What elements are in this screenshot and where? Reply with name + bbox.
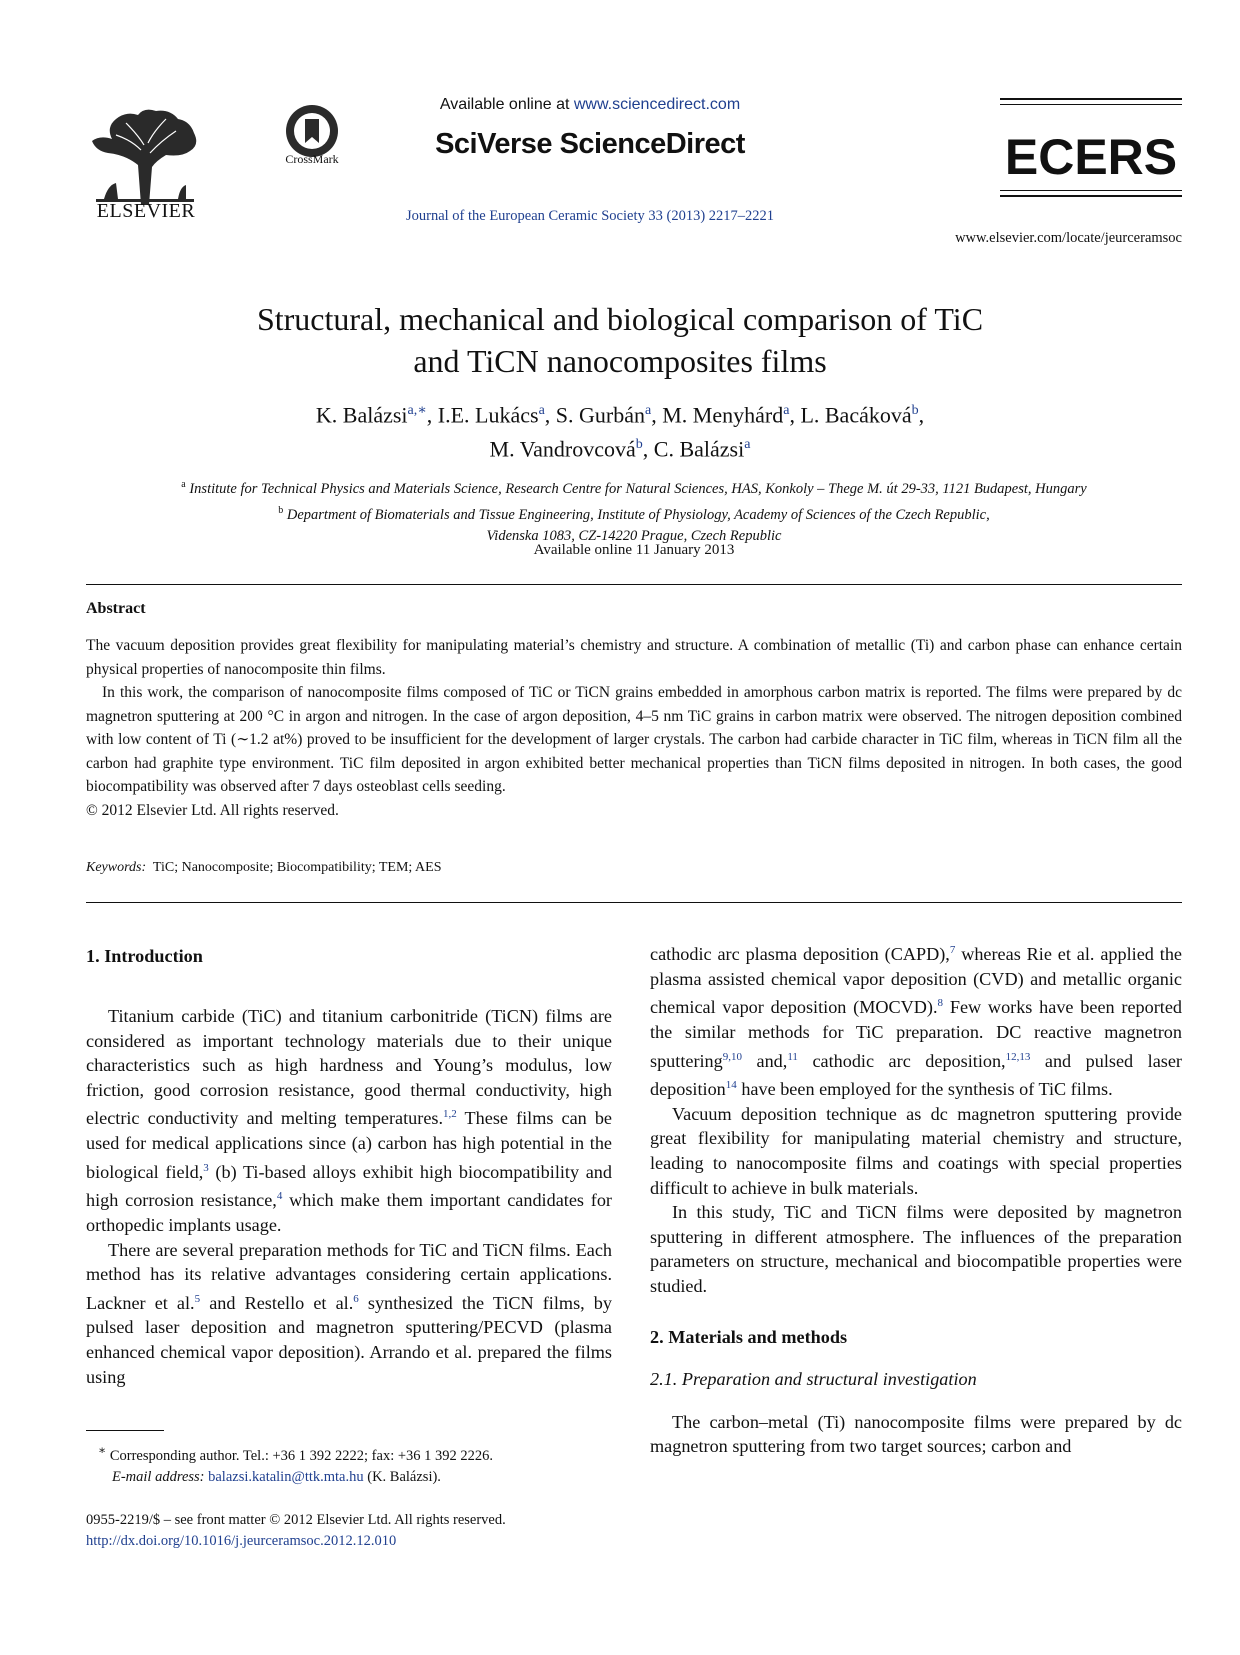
subsection-heading: 2.1. Preparation and structural investigation	[650, 1369, 977, 1390]
author-affiliation-mark[interactable]: b	[635, 437, 643, 453]
footnote-text: Corresponding author. Tel.: +36 1 392 2222; fax: +36 1 392 2226.	[106, 1447, 494, 1464]
platform-name: SciVerse ScienceDirect	[435, 128, 745, 160]
body-paragraph: The carbon–metal (Ti) nanocomposite films were prepared by dc magnetron sputtering from two target sources; carbon and	[650, 1411, 1182, 1457]
copyright-line: © 2012 Elsevier Ltd. All rights reserved.	[86, 801, 339, 819]
body-text: Few works have been reported the similar methods for TiC preparation. DC reactive magnetron sputtering	[650, 997, 1182, 1071]
header-rule	[1000, 104, 1182, 105]
author-separator: ,	[651, 402, 663, 428]
author-separator: ,	[544, 402, 556, 428]
citation-link[interactable]: 6	[353, 1292, 359, 1305]
author-separator: ,	[642, 436, 654, 462]
body-text: There are several preparation methods for TiC and TiCN films. Each method has its relative advantages considering certain applications. Lackner et al.	[86, 1239, 612, 1313]
author-name: S. Gurbán	[555, 402, 646, 428]
author-affiliation-mark[interactable]: b	[911, 403, 919, 418]
body-paragraph	[86, 1004, 612, 1238]
affiliation-a: Institute for Technical Physics and Materials Science, Research Centre for Natural Sciences, HAS, Konkoly – Thege M. út 29-33, 1121 Budapest, Hungary	[189, 480, 1087, 497]
citation-link[interactable]: 14	[725, 1079, 737, 1092]
keywords-line	[86, 860, 1182, 876]
section-heading-introduction: 1. Introduction	[86, 946, 203, 966]
corresponding-author-footnote	[86, 1440, 612, 1488]
body-text: synthesized the TiCN films, by pulsed laser deposition and magnetron sputtering/PECVD (plasma enhanced chemical vapor deposition). Arrando et al. prepared the films using	[86, 1292, 612, 1387]
author-affiliation-mark[interactable]: a,∗	[407, 403, 427, 418]
email-owner: (K. Balázsi).	[363, 1468, 441, 1485]
body-text: (b) Ti-based alloys exhibit high biocompatibility and high corrosion resistance,	[86, 1161, 612, 1211]
body-text: cathodic arc deposition,	[797, 1050, 1006, 1071]
citation-link[interactable]: 11	[787, 1050, 798, 1063]
citation-link[interactable]: 3	[203, 1161, 209, 1174]
svg-text:ECERS: ECERS	[1004, 129, 1178, 184]
keywords-label: Keywords:	[86, 860, 147, 875]
body-paragraph	[650, 938, 1182, 1102]
journal-homepage-url[interactable]: www.elsevier.com/locate/jeurceramsoc	[955, 230, 1182, 246]
body-text: These films can be used for medical applications since (a) carbon has high potential in the biological field,	[86, 1108, 612, 1182]
available-online-date: Available online 11 January 2013	[533, 542, 735, 558]
body-text: Titanium carbide (TiC) and titanium carbonitride (TiCN) films are considered as important technology materials due to their unique characteristics such as high hardness and Young’s modulus, low friction, good corrosion resistance, good thermal conductivity, high electric conductivity and melting temperatures.	[86, 1006, 612, 1129]
citation-link[interactable]: 12,13	[1005, 1050, 1031, 1063]
citation-link[interactable]: 1,2	[443, 1108, 457, 1121]
available-online-line	[390, 96, 790, 114]
right-column	[650, 938, 1182, 1459]
body-text: whereas Rie et al. applied the plasma assisted chemical vapor deposition (CVD) and metallic organic chemical vapor deposition (MOCVD).	[650, 944, 1182, 1018]
elsevier-wordmark: ELSEVIER	[96, 200, 196, 222]
body-paragraph	[86, 1238, 612, 1390]
body-paragraph: Vacuum deposition technique as dc magnetron sputtering provide great flexibility for manipulating material chemistry and structure, leading to nanocomposite films and coatings with special properties difficult to achieve in bulk materials.	[650, 1103, 1182, 1198]
body-text: cathodic arc plasma deposition (CAPD),	[650, 944, 950, 965]
author-name: M. Menyhárd	[662, 402, 784, 428]
available-prefix: Available online at	[439, 96, 574, 113]
body-text: and,	[742, 1050, 788, 1071]
author-list	[150, 396, 1090, 465]
doi-link[interactable]: http://dx.doi.org/10.1016/j.jeurceramsoc.2012.12.010	[86, 1533, 397, 1549]
abstract-heading: Abstract	[86, 600, 146, 617]
keywords-list: TiC; Nanocomposite; Biocompatibility; TEM; AES	[152, 860, 442, 875]
issn-line: 0955-2219/$ – see front matter © 2012 Elsevier Ltd. All rights reserved.	[86, 1512, 506, 1528]
title-line-1: Structural, mechanical and biological comparison of TiC	[256, 301, 984, 337]
title-line-2: and TiCN nanocomposites films	[413, 343, 827, 379]
citation-link[interactable]: 9,10	[722, 1050, 742, 1063]
body-text: and pulsed laser deposition	[650, 1050, 1182, 1100]
affiliation-b-line-1: Department of Biomaterials and Tissue Engineering, Institute of Physiology, Academy of Sciences of the Czech Republic,	[286, 506, 990, 523]
article-title	[150, 298, 1090, 382]
citation-link[interactable]: 8	[937, 997, 944, 1010]
journal-citation-link[interactable]: Journal of the European Ceramic Society 33 (2013) 2217–2221	[405, 208, 775, 224]
divider	[86, 584, 1182, 585]
sciencedirect-link[interactable]: www.sciencedirect.com	[573, 96, 741, 113]
header-rule	[1000, 98, 1182, 100]
email-link[interactable]: balazsi.katalin@ttk.mta.hu	[208, 1468, 364, 1485]
author-name: K. Balázsi	[315, 402, 408, 428]
abstract-paragraph: The vacuum deposition provides great flexibility for manipulating material’s chemistry and structure. A combination of metallic (Ti) and carbon phase can enhance certain physical properties of nanocomposite thin films.	[86, 637, 1182, 678]
author-name: I.E. Lukács	[437, 402, 539, 428]
abstract-paragraph: In this work, the comparison of nanocomposite films composed of TiC or TiCN grains embedded in amorphous carbon matrix is reported. The films were prepared by dc magnetron sputtering at 200 °C in argon and nitrogen. In the case of argon deposition, 4–5 nm TiC grains in carbon matrix were observed. The nitrogen deposition combined with low content of Ti (∼1.2 at%) proved to be insufficient for the development of larger crystals. The carbon had carbide character in TiC film, whereas in TiCN film all the carbon had graphite type environment. TiC film deposited in argon exhibited better mechanical properties than TiCN films deposited in nitrogen. In both cases, the good biocompatibility was observed after 7 days osteoblast cells seeding.	[86, 684, 1182, 795]
email-label: E-mail address:	[112, 1468, 205, 1485]
footnote-mark: ∗	[98, 1443, 107, 1457]
affiliation-b-line-2: Videnska 1083, CZ-14220 Prague, Czech Republic	[486, 527, 782, 544]
header-rule	[1000, 190, 1182, 191]
body-text: which make them important candidates for orthopedic implants usage.	[86, 1190, 612, 1235]
citation-link[interactable]: 5	[194, 1292, 201, 1305]
section-heading-materials: 2. Materials and methods	[650, 1326, 848, 1347]
ecers-logo-icon	[1000, 128, 1182, 184]
author-separator: ,	[789, 402, 801, 428]
author-name: L. Bacáková	[800, 402, 912, 428]
front-matter	[86, 1510, 686, 1552]
body-paragraph: In this study, TiC and TiCN films were deposited by magnetron sputtering in different atmosphere. The influences of the preparation parameters on structure, mechanical and biocompatible properties were studied.	[650, 1202, 1182, 1296]
author-affiliation-mark[interactable]: a	[645, 403, 652, 418]
affiliations: $^a$ Institute for Technical Physics and Materials Science, Research Centre for Natural Sciences, HAS, Konkoly – Thege M. út 29-33, 1121 Budapest, Hungary $^b$ Department of Biomaterials and Tissue Engineering, Institute of Physiology, Academy of Sciences of the Czech Republic, Videnska 1083, CZ-14220 Prague, Czech Republic	[86, 474, 1182, 547]
citation-link[interactable]: 7	[949, 944, 956, 956]
header-rule	[1000, 195, 1182, 197]
left-column	[86, 986, 612, 1389]
author-separator: ,	[426, 402, 438, 428]
body-text: have been employed for the synthesis of TiC films.	[736, 1079, 1113, 1100]
abstract-body	[86, 634, 1182, 822]
footnote-rule	[86, 1430, 164, 1431]
author-affiliation-mark[interactable]: a	[783, 403, 790, 418]
author-affiliation-mark[interactable]: a	[538, 403, 545, 418]
divider	[86, 902, 1182, 903]
body-text: and Restello et al.	[200, 1292, 354, 1313]
citation-link[interactable]: 4	[276, 1190, 283, 1203]
crossmark-label: CrossMark	[285, 152, 339, 166]
author-name: M. Vandrovcová	[489, 436, 636, 462]
author-affiliation-mark[interactable]: a	[744, 437, 751, 453]
author-name: C. Balázsi	[653, 436, 745, 462]
author-separator: ,	[918, 402, 925, 428]
